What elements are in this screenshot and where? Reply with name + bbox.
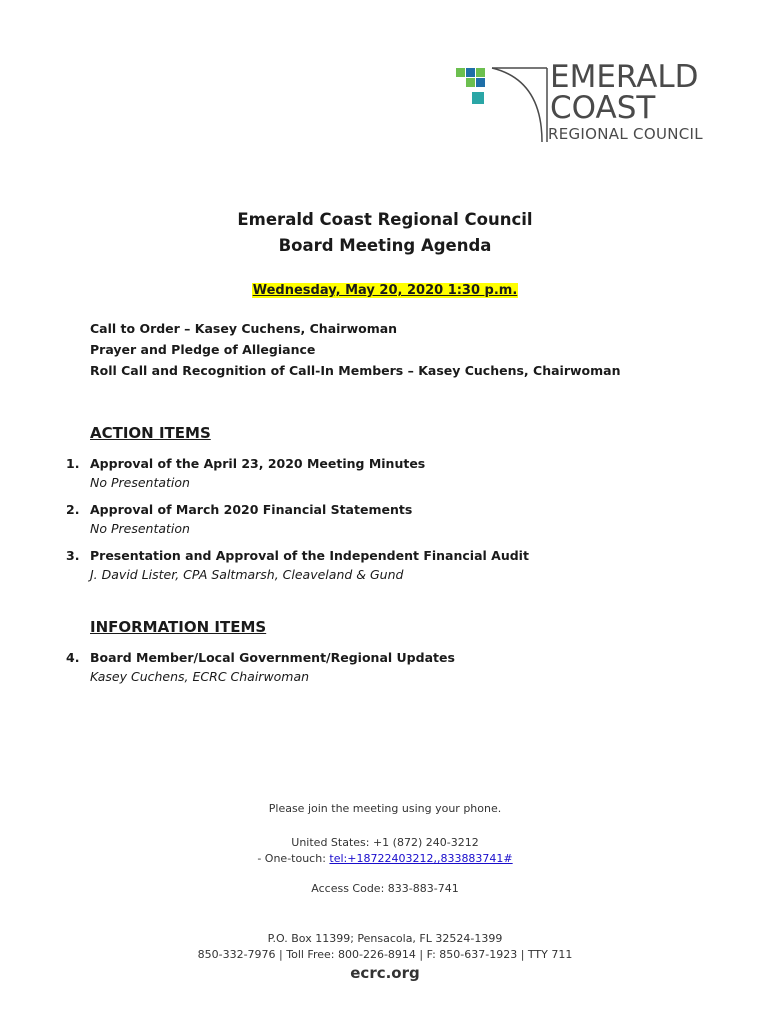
item-presenter: J. David Lister, CPA Saltmarsh, Cleaveland & Gund (90, 567, 404, 582)
item-number: 2. (66, 502, 80, 517)
one-touch-line (0, 852, 770, 865)
item-title: Approval of the April 23, 2020 Meeting Minutes (90, 456, 426, 471)
document-subtitle: Board Meeting Agenda (278, 236, 492, 255)
contact-phones: 850-332-7976 | Toll Free: 800-226-8914 | F: 850-637-1923 | TTY 711 (197, 948, 573, 961)
opening-item-call-to-order: Call to Order – Kasey Cuchens, Chairwoman (90, 321, 398, 336)
item-number: 4. (66, 650, 80, 665)
meeting-date-line (0, 279, 770, 298)
access-code: Access Code: 833-883-741 (311, 882, 459, 895)
item-presenter: No Presentation (90, 521, 190, 536)
mailing-address: P.O. Box 11399; Pensacola, FL 32524-1399 (267, 932, 503, 945)
website: ecrc.org (350, 964, 420, 982)
opening-list (90, 318, 621, 381)
logo-text-coast: COAST (550, 90, 656, 126)
action-items-heading: ACTION ITEMS (90, 424, 211, 442)
item-number: 1. (66, 456, 80, 471)
one-touch-label: - One-touch: (257, 852, 330, 865)
item-title: Approval of March 2020 Financial Statements (90, 502, 413, 517)
item-presenter: No Presentation (90, 475, 190, 490)
join-instructions: Please join the meeting using your phone. (268, 802, 502, 815)
logo-text-emerald: EMERALD (550, 59, 699, 95)
opening-item-roll-call: Roll Call and Recognition of Call-In Members – Kasey Cuchens, Chairwoman (90, 363, 621, 378)
document-title: Emerald Coast Regional Council (237, 210, 533, 229)
item-number: 3. (66, 548, 80, 563)
one-touch-link[interactable]: tel:+18722403212,,833883741# (329, 852, 513, 865)
item-title: Presentation and Approval of the Independent Financial Audit (90, 548, 529, 563)
logo-text-regional-council: REGIONAL COUNCIL (548, 125, 703, 143)
ecrc-logo (452, 60, 722, 150)
dial-in-number: United States: +1 (872) 240-3212 (291, 836, 479, 849)
logo-mark-icon (452, 60, 552, 150)
opening-item-prayer: Prayer and Pledge of Allegiance (90, 342, 316, 357)
meeting-date: Wednesday, May 20, 2020 1:30 p.m. (252, 283, 518, 298)
item-presenter: Kasey Cuchens, ECRC Chairwoman (90, 669, 310, 684)
item-title: Board Member/Local Government/Regional Updates (90, 650, 455, 665)
information-items-heading: INFORMATION ITEMS (90, 618, 267, 636)
